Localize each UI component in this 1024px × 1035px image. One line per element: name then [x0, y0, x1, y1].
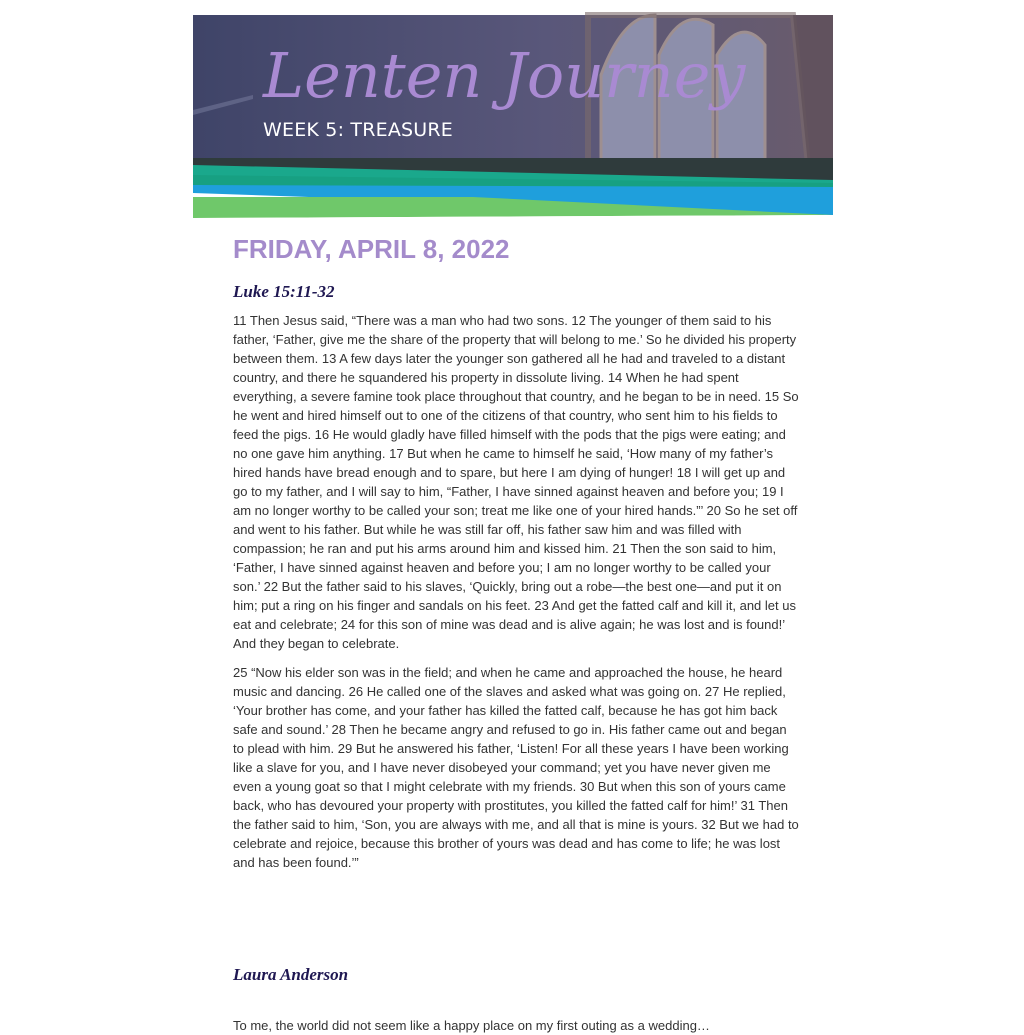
scripture-reference: Luke 15:11-32 [233, 282, 335, 301]
devotional-content [233, 230, 799, 872]
banner-subtitle: WEEK 5: TREASURE [263, 119, 454, 141]
author-name: Laura Anderson [233, 965, 349, 984]
reflection-first-line: To me, the world did not seem like a happy place on my first outing as a wedding… [233, 1018, 710, 1033]
scripture-paragraph: 25 “Now his elder son was in the field; and when he came and approached the house, he heard music and dancing. 26 He called one of the slaves and asked what was going on. 27 He replied, ‘Your brother has come, and your father has killed the fatted calf, because he has got him back safe and sound.’ 28 Then he became angry and refused to go in. His father came out and began to plead with him. 29 But he answered his father, ‘Listen! For all these years I have been working like a slave for you, and I have never disobeyed your command; yet you have never given me even a young goat so that I might celebrate with my friends. 30 But when this son of yours came back, who has devoured your property with prostitutes, you killed the fatted calf for him!’ 31 Then the father said to him, ‘Son, you are always with me, and all that is mine is yours. 32 But we had to celebrate and rejoice, because this brother of yours was dead and has come to life; he was lost and has been found.’” [233, 665, 799, 870]
date-heading: FRIDAY, APRIL 8, 2022 [233, 234, 510, 264]
scripture-paragraph: 11 Then Jesus said, “There was a man who had two sons. 12 The younger of them said to his father, ‘Father, give me the share of the property that will belong to me.’ So he divided his property between them. 13 A few days later the younger son gathered all he had and traveled to a distant country, and there he squandered his property in dissolute living. 14 When he had spent everything, a severe famine took place throughout that country, and he began to be in need. 15 So he went and hired himself out to one of the citizens of that country, who sent him to his fields to feed the pigs. 16 He would gladly have filled himself with the pods that the pigs were eating; and no one gave him anything. 17 But when he came to himself he said, ‘How many of my father’s hired hands have bread enough and to spare, but here I am dying of hunger! 18 I will get up and go to my father, and I will say to him, “Father, I have sinned against heaven and before you; 19 I am no longer worthy to be called your son; treat me like one of your hired hands.”’ 20 So he set off and went to his father. But while he was still far off, his father saw him and was filled with compassion; he ran and put his arms around him and kissed him. 21 Then the son said to him, ‘Father, I have sinned against heaven and before you; I am no longer worthy to be called your son.’ 22 But the father said to his slaves, ‘Quickly, bring out a robe—the best one—and put it on him; put a ring on his finger and sandals on his feet. 23 And get the fatted calf and kill it, and let us eat and celebrate; 24 for this son of mine was dead and is alive again; he was lost and is found!’ And they began to celebrate. [233, 313, 799, 651]
banner-title: Lenten Journey [263, 39, 746, 112]
header-banner [193, 15, 833, 218]
